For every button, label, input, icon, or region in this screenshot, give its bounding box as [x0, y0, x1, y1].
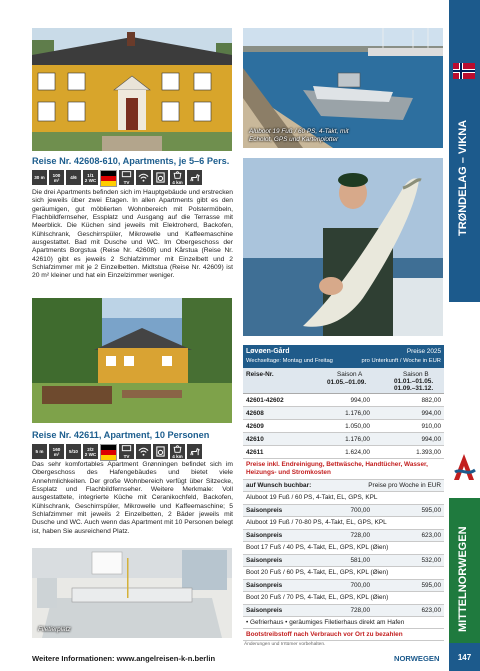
- footer-more-info: Weitere Informationen: www.angelreisen-k-n.berlin: [32, 654, 216, 663]
- boat-price-b: 595,00: [421, 506, 441, 514]
- amenity-icon-0: 30 m: [32, 170, 47, 185]
- boat-label: Saisonpreis: [246, 556, 283, 564]
- boat-desc-row: [243, 492, 444, 505]
- price-row: [243, 420, 444, 433]
- boat-desc-row: [243, 517, 444, 530]
- optional-right: Preise pro Woche in EUR: [368, 482, 441, 489]
- region-label: TRØNDELAG – VIKNA: [457, 119, 469, 236]
- boat-caption: [249, 128, 349, 144]
- price-row-a: 1.050,00: [345, 422, 370, 430]
- dog-icon: [187, 444, 202, 459]
- footer-page-box: [449, 643, 480, 671]
- photo-house: [32, 28, 232, 151]
- table-note: Änderungen und Irrtümer vorbehalten.: [244, 642, 326, 647]
- boat-price-row: [243, 580, 444, 593]
- price-rows: [243, 394, 444, 459]
- boat-desc: Boot 20 Fuß / 70 PS, 4-Takt, EL, GPS, KPL (Øien): [246, 594, 389, 602]
- boat-price-row: [243, 555, 444, 568]
- region-band: [449, 0, 480, 302]
- photo-boat: [243, 28, 443, 148]
- shop-icon: 4 km: [170, 444, 185, 459]
- price-row-nr: 42610: [246, 435, 264, 443]
- washer-icon: [153, 170, 168, 185]
- boat-desc-row: [243, 567, 444, 580]
- table-incl: Preise inkl. Endreinigung, Bettwäsche, Handtücher, Wasser, Heizungs- und Stromkosten: [243, 459, 444, 480]
- fuel-row: [243, 629, 444, 641]
- table-unit-note: pro Unterkunft / Woche in EUR: [361, 358, 441, 364]
- price-row-b: 1.393,00: [416, 448, 441, 456]
- boat-desc: Boot 17 Fuß / 40 PS, 4-Takt, EL, GPS, KPL (Øien): [246, 544, 389, 552]
- shop-icon: 4 km: [170, 170, 185, 185]
- region2-label: MITTELNORWEGEN: [457, 526, 469, 632]
- boat-price-row: [243, 605, 444, 618]
- amenity-icon-3: 2/2 2 WC: [83, 444, 98, 459]
- footer-country: NORWEGEN: [394, 654, 440, 663]
- boat-price-row: [243, 530, 444, 543]
- listing2-description: Das sehr komfortables Apartment Grønningen befindet sich im Obergeschoss des Hafengebäudes und bietet viele Annehmlichkeiten. Der große Wohnbereich verfügt über Sitzecke, Essplatz und Flachbildfernseher. Weitere Merkmale: Voll ausgestattete, integrierte Küche mit Ceranikochfeld, Backofen, Kühlschrank, Geschirrspüler, Mikrowelle und Kaffeemaschine; 5 Schlafzimmer mit jeweils 2 Einzelbetten, 2 Bäder jeweils mit Dusche und WC. Auch wenn das Apartment mit 10 Personen belegt ist, haben Sie ausreichend Platz.: [32, 461, 233, 535]
- boat-desc: Aluboot 19 Fuß / 70-80 PS, 4-Takt, EL, GPS, KPL: [246, 519, 387, 527]
- listing2-title: Reise Nr. 42611, Apartment, 10 Personen: [32, 430, 210, 440]
- amenity-icon-2: 5/10: [66, 444, 81, 459]
- col-b1: Saison B: [403, 371, 429, 378]
- col-a1: Saison A: [337, 371, 363, 378]
- boat-price-b: 595,00: [421, 581, 441, 589]
- boat-label: Saisonpreis: [246, 531, 283, 539]
- col-reise: Reise-Nr.: [246, 371, 274, 378]
- table-price-year: Preise 2025: [406, 348, 441, 355]
- boat-desc-row: [243, 592, 444, 605]
- wifi-icon: [136, 170, 151, 185]
- boat-caption-line1: Aluboot 19 Fuß / 60 PS, 4-Takt, mit: [249, 128, 349, 135]
- price-row-b: 994,00: [421, 435, 441, 443]
- feature-row: [243, 617, 444, 629]
- price-row-b: 994,00: [421, 409, 441, 417]
- table-column-header: [243, 368, 444, 394]
- feature-text: • Gefrierhaus • geräumiges Filetierhaus direkt am Hafen: [246, 619, 405, 626]
- boat-price-b: 623,00: [421, 531, 441, 539]
- price-row: [243, 407, 444, 420]
- table-change-day: Wechseltage: Montag und Freitag: [246, 358, 333, 364]
- optional-label: auf Wunsch buchbar:: [246, 482, 312, 489]
- dog-icon: [187, 170, 202, 185]
- amenity-icon-0: 5 m: [32, 444, 47, 459]
- washer-icon: [153, 444, 168, 459]
- photo-garden: [32, 298, 232, 423]
- price-row-a: 1.176,00: [345, 435, 370, 443]
- wifi-icon: [136, 444, 151, 459]
- boat-desc-row: [243, 542, 444, 555]
- listing1-title: Reise Nr. 42608-610, Apartments, je 5–6 Pers.: [32, 156, 230, 166]
- boat-price-a: 700,00: [350, 506, 370, 514]
- amenity-icon-3: 1/1 2 WC: [83, 170, 98, 185]
- price-row-a: 1.176,00: [345, 409, 370, 417]
- boat-price-a: 728,00: [350, 606, 370, 614]
- photo-angler: [243, 158, 443, 336]
- room-caption: Filetierplatz: [38, 626, 71, 633]
- price-row-a: 1.624,00: [345, 448, 370, 456]
- price-row: [243, 446, 444, 459]
- boat-caption-line2: Echolot, GPS und Kartenplotter: [249, 136, 339, 143]
- amenity-icon-1: 100 m²: [49, 170, 64, 185]
- boat-price-b: 623,00: [421, 606, 441, 614]
- table-header: [243, 345, 444, 368]
- boat-price-a: 700,00: [350, 581, 370, 589]
- listing1-description: Die drei Apartments befinden sich im Hauptgebäude und erstrecken sich jeweils über zwei Etagen. In allen Apartments gibt es den geräumigen, gut möblierten Wohnbereich mit Polstermöbeln, Flachbildfernseher, Essplatz und Ausgang auf die Terrasse mit Meerblick. Die Küchen sind jeweils mit Elektroherd, Backofen, Kühlschrank, Geschirrspüler, Mikrowelle und Kaffeemaschine ausgestattet. Bad mit Dusche und WC. Im Obergeschoss der Apartments Borgstua (Reise Nr. 42608) und Kårstua (Reise Nr. 42610) gibt es jeweils 2 Schlafzimmer mit Einzelbett und 2 Schlafzimmer mit je 2 Einzelbetten. Midtstua (Reise Nr. 42609) ist 20 m² kleiner und hat ein Einzelzimmer weniger.: [32, 189, 233, 280]
- listing1-amenity-icons: [32, 170, 202, 187]
- price-row-nr: 42609: [246, 422, 264, 430]
- boat-price-a: 581,00: [350, 556, 370, 564]
- german-flag-icon: [100, 170, 117, 187]
- boat-price-a: 728,00: [350, 531, 370, 539]
- boat-rows: [243, 492, 444, 617]
- page-number: 147: [457, 653, 472, 662]
- col-b2: 01.01.–01.05.: [394, 378, 434, 385]
- amenity-icon-1: 160 m²: [49, 444, 64, 459]
- tv-icon: TV: [119, 444, 134, 459]
- boat-desc: Aluboot 19 Fuß / 60 PS, 4-Takt, EL, GPS, KPL: [246, 494, 378, 502]
- optional-header: [243, 480, 444, 492]
- col-b3: 01.09.–31.12.: [394, 385, 434, 392]
- price-row: [243, 433, 444, 446]
- price-row: [243, 394, 444, 407]
- photo-filetierplatz: [32, 548, 232, 638]
- price-row-nr: 42601-42602: [246, 396, 284, 404]
- price-row-nr: 42611: [246, 448, 264, 456]
- price-row-nr: 42608: [246, 409, 264, 417]
- price-row-b: 882,00: [421, 396, 441, 404]
- price-table: [243, 345, 444, 647]
- german-flag-icon: [100, 444, 117, 461]
- boat-desc: Boot 20 Fuß / 60 PS, 4-Takt, EL, GPS, KPL (Øien): [246, 569, 389, 577]
- norway-flag-icon: [453, 63, 475, 79]
- listing2-amenity-icons: [32, 444, 202, 461]
- col-a2: 01.05.–01.09.: [327, 379, 367, 386]
- boat-label: Saisonpreis: [246, 581, 283, 589]
- fuel-text: Bootstreibstoff nach Verbrauch vor Ort zu bezahlen: [246, 631, 403, 638]
- table-name: Løvøen-Gård: [246, 348, 290, 355]
- boat-label: Saisonpreis: [246, 606, 283, 614]
- price-row-b: 910,00: [421, 422, 441, 430]
- price-row-a: 994,00: [350, 396, 370, 404]
- region-band-2: [449, 498, 480, 643]
- boat-label: Saisonpreis: [246, 506, 283, 514]
- boat-price-row: [243, 505, 444, 518]
- region-logo-icon: [451, 452, 477, 482]
- amenity-icon-2: 4/6: [66, 170, 81, 185]
- tv-icon: TV: [119, 170, 134, 185]
- boat-price-b: 532,00: [421, 556, 441, 564]
